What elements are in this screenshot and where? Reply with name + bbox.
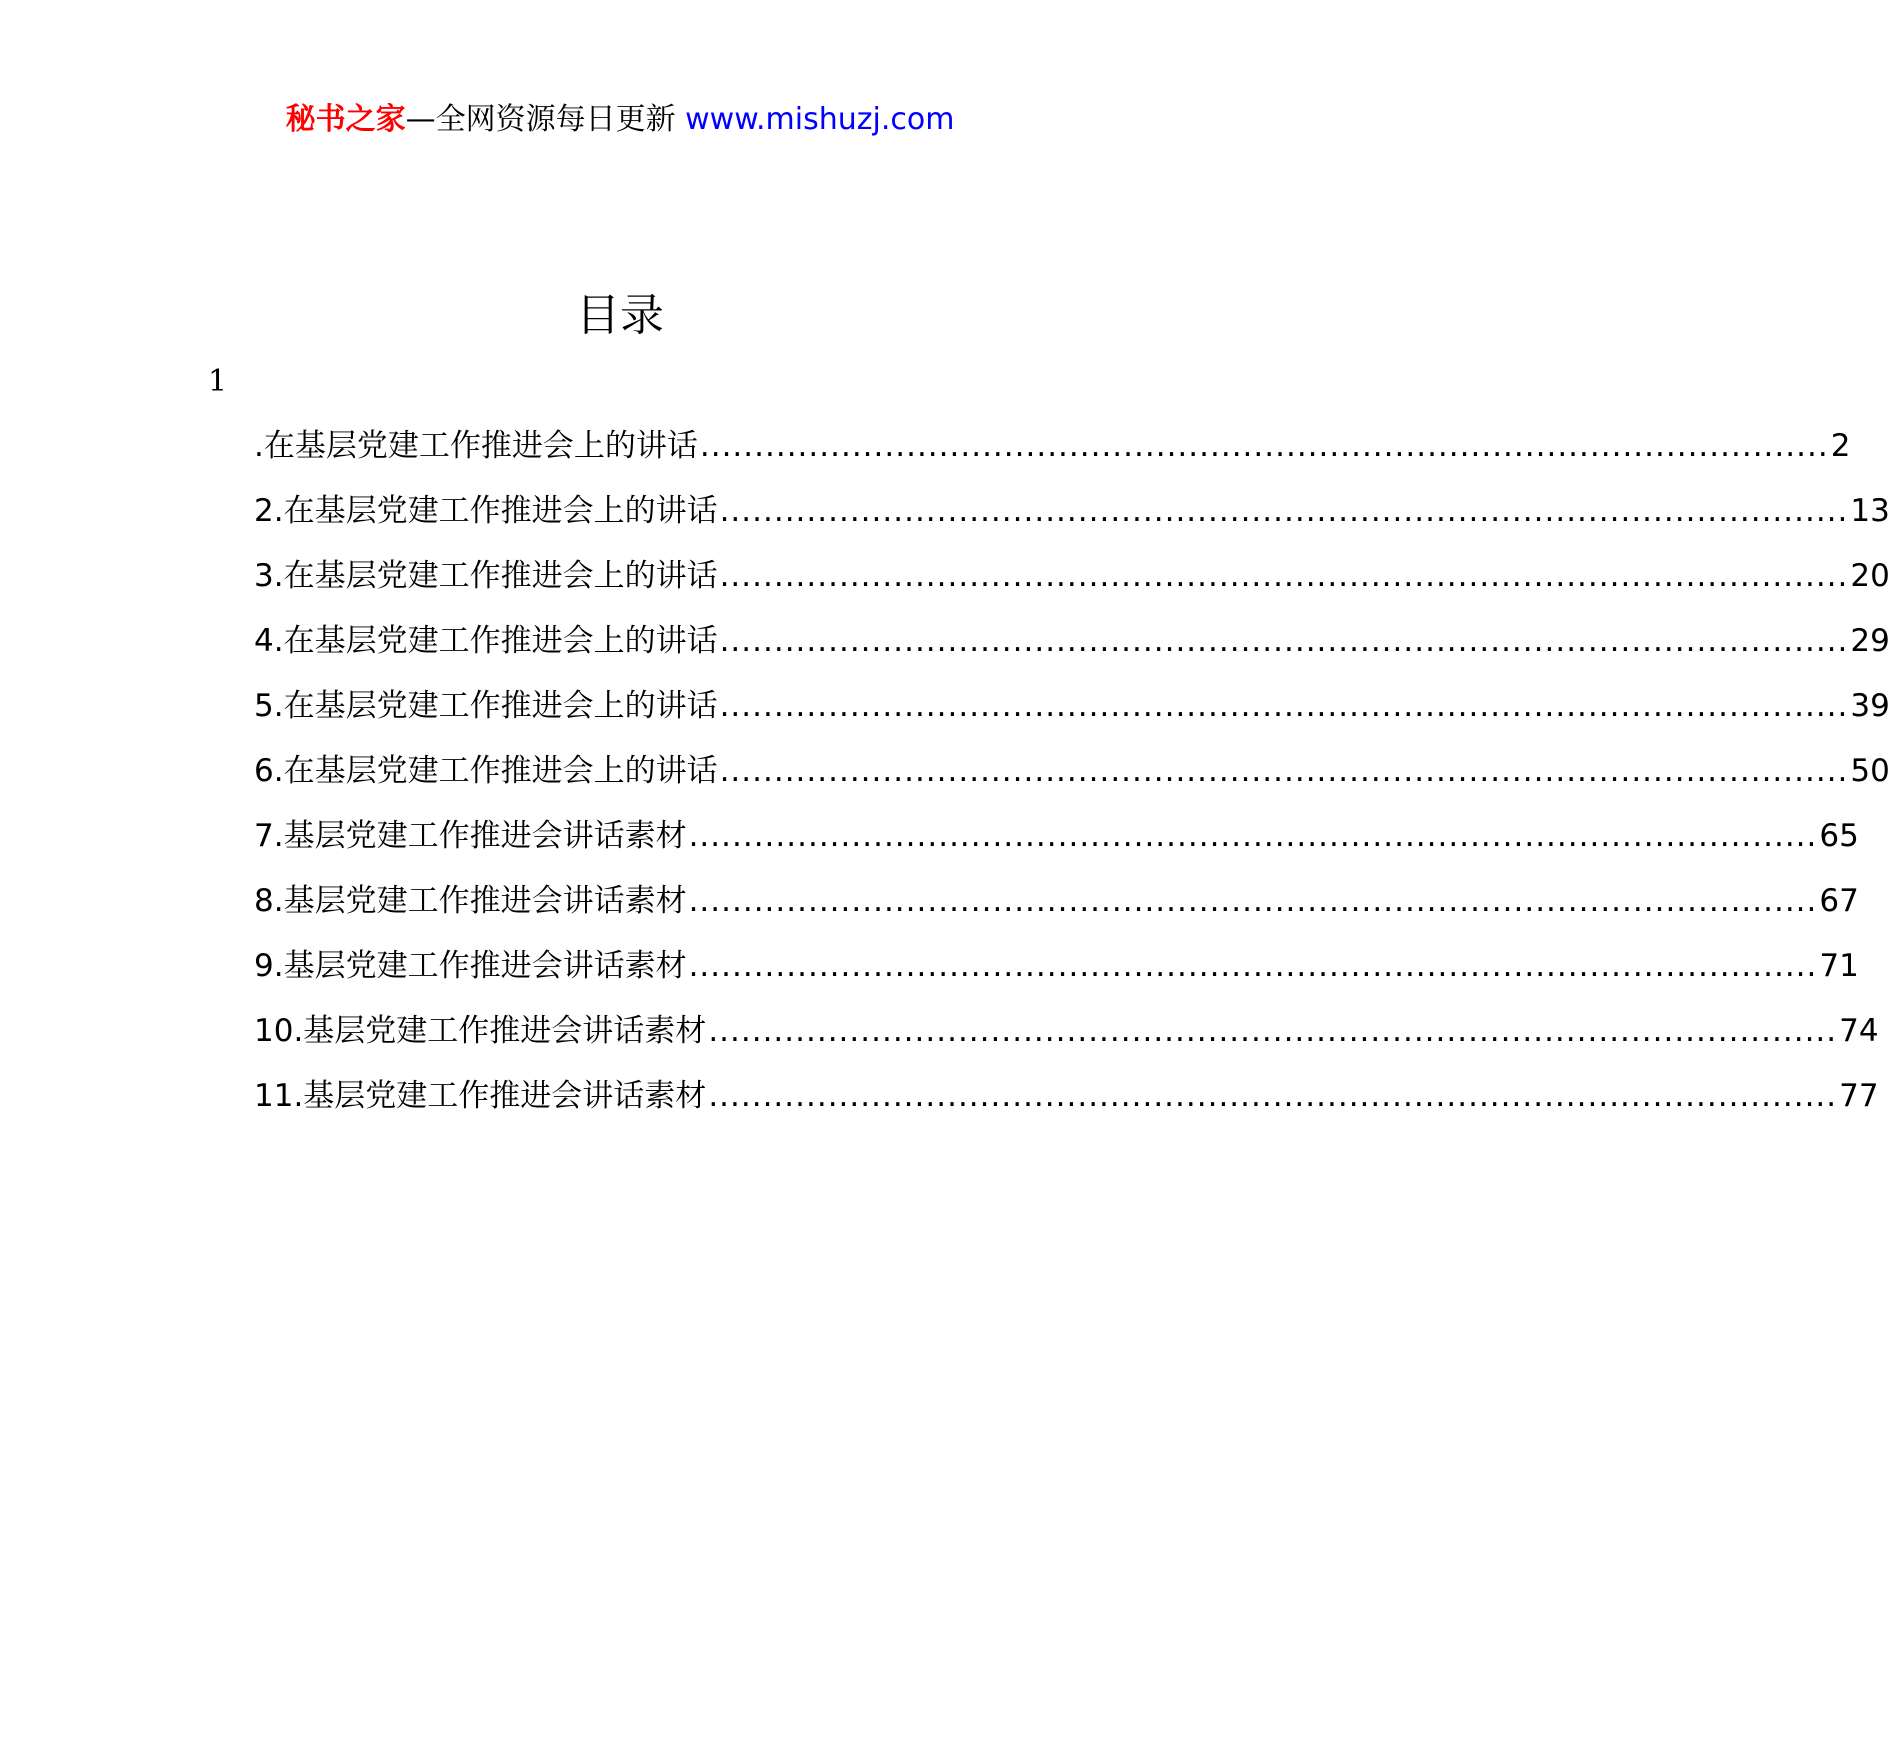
toc-entry[interactable] — [0, 490, 1890, 555]
brand-name: 秘书之家 — [285, 102, 406, 137]
toc-entry[interactable] — [0, 815, 1859, 880]
toc-entry[interactable] — [0, 685, 1890, 750]
toc-entry[interactable] — [0, 1075, 1879, 1140]
toc-entry-label: 7.基层党建工作推进会讲话素材 — [254, 818, 687, 854]
toc-entry-page: 65 — [1819, 818, 1859, 854]
header-tagline: —全网资源每日更新 — [405, 102, 686, 137]
toc-entry-label: 9.基层党建工作推进会讲话素材 — [254, 948, 687, 984]
toc-entry-page: 67 — [1819, 883, 1859, 919]
toc-entry-page: 20 — [1850, 558, 1890, 594]
toc-entry[interactable] — [0, 1010, 1879, 1075]
toc-entry-label: 11.基层党建工作推进会讲话素材 — [254, 1078, 707, 1114]
toc-entry-label: 3.在基层党建工作推进会上的讲话 — [254, 558, 718, 594]
site-url-link[interactable]: www.mishuzj.com — [685, 102, 955, 137]
toc-entry[interactable] — [0, 945, 1859, 1010]
toc-entry-page: 13 — [1850, 493, 1890, 529]
toc-entry-label: 10.基层党建工作推进会讲话素材 — [254, 1013, 707, 1049]
toc-entry-label: 5.在基层党建工作推进会上的讲话 — [254, 688, 718, 724]
site-header — [0, 100, 1240, 140]
toc-list — [0, 425, 1890, 1140]
toc-entry[interactable] — [0, 750, 1890, 815]
toc-entry-leader: ........................................................................................................ — [719, 558, 1849, 594]
toc-entry-label: 2.在基层党建工作推进会上的讲话 — [254, 493, 718, 529]
toc-entry-page: 2 — [1830, 428, 1851, 464]
toc-entry-label: 6.在基层党建工作推进会上的讲话 — [254, 753, 718, 789]
toc-entry-label: .在基层党建工作推进会上的讲话 — [254, 428, 698, 464]
toc-entry-label: 4.在基层党建工作推进会上的讲话 — [254, 623, 718, 659]
toc-entry-leader: ........................................................................................................ — [708, 1078, 1838, 1114]
toc-entry-page: 29 — [1850, 623, 1890, 659]
toc-entry-leader: ........................................................................................................ — [688, 818, 1818, 854]
toc-entry-leader: ........................................................................................................ — [719, 623, 1849, 659]
page-number-mark: 1 — [208, 364, 228, 399]
toc-entry-leader: ........................................................................................................ — [708, 1013, 1838, 1049]
toc-entry[interactable] — [0, 555, 1890, 620]
toc-entry-label: 8.基层党建工作推进会讲话素材 — [254, 883, 687, 919]
toc-entry-leader: ........................................................................................................ — [688, 883, 1818, 919]
toc-entry[interactable] — [0, 620, 1890, 685]
toc-title: 目录 — [576, 290, 664, 341]
toc-entry-leader: ........................................................................................................ — [719, 753, 1849, 789]
toc-entry[interactable] — [0, 880, 1859, 945]
toc-entry-page: 71 — [1819, 948, 1859, 984]
toc-entry[interactable] — [0, 425, 1851, 490]
toc-entry-page: 39 — [1850, 688, 1890, 724]
toc-entry-leader: ........................................................................................................ — [719, 688, 1849, 724]
toc-entry-page: 50 — [1850, 753, 1890, 789]
toc-entry-page: 77 — [1839, 1078, 1879, 1114]
toc-entry-page: 74 — [1839, 1013, 1879, 1049]
toc-entry-leader: ........................................................................................................ — [699, 428, 1829, 464]
toc-entry-leader: ........................................................................................................ — [688, 948, 1818, 984]
toc-entry-leader: ........................................................................................................ — [719, 493, 1849, 529]
